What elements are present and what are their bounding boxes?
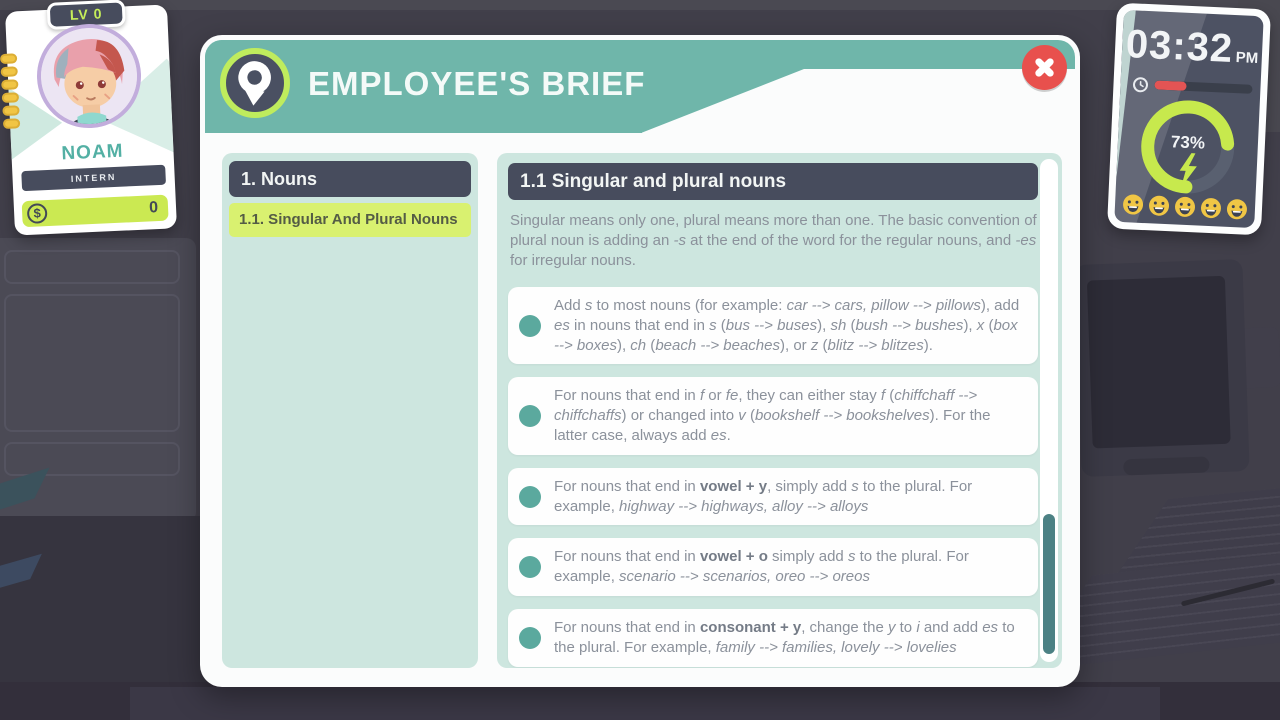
coin-stack-icon bbox=[0, 53, 20, 129]
rule-text: For nouns that end in consonant + y, change the y to i and add es to the plural. For example, family --> families, lovely --> lovelies bbox=[554, 618, 1015, 656]
rule-text: For nouns that end in vowel + o simply add s to the plural. For example, scenario --> scenarios, oreo --> oreos bbox=[554, 548, 969, 586]
background-wall-top bbox=[0, 0, 1280, 10]
bullet-dot-icon bbox=[519, 556, 541, 578]
smiley-face-icon bbox=[1225, 198, 1248, 221]
crt-base bbox=[1123, 456, 1210, 475]
player-name: NOAM bbox=[60, 140, 124, 165]
cabinet-drawer bbox=[4, 442, 180, 476]
bullet-dot-icon bbox=[519, 486, 541, 508]
currency-icon: $ bbox=[27, 203, 48, 224]
company-logo-icon bbox=[220, 48, 290, 118]
rule-card bbox=[508, 287, 1038, 364]
employees-brief-modal bbox=[200, 35, 1080, 687]
cabinet-door bbox=[4, 294, 180, 432]
player-role-badge: INTERN bbox=[21, 165, 166, 192]
clock-icon bbox=[1132, 76, 1149, 93]
rule-text: Add s to most nouns (for example: car --> cars, pillow --> pillows), add es in nouns that end in s (bus --> buses), sh (bush --> bushes), x (box --> boxes), ch (beach --> beaches), or z (blitz --> blitzes). bbox=[554, 297, 1020, 354]
clock-display bbox=[1121, 22, 1263, 73]
cabinet-drawer bbox=[4, 250, 180, 284]
sidebar-chapter-nouns[interactable]: 1. Nouns bbox=[229, 161, 471, 197]
bullet-dot-icon bbox=[519, 315, 541, 337]
status-screen bbox=[1114, 10, 1263, 228]
modal-title: EMPLOYEE'S BRIEF bbox=[308, 65, 646, 102]
day-progress-track bbox=[1154, 80, 1252, 93]
background-crt-monitor bbox=[1074, 259, 1249, 477]
rule-list bbox=[508, 287, 1038, 667]
day-progress-fill bbox=[1154, 80, 1187, 90]
energy-gauge bbox=[1133, 93, 1242, 202]
sidebar-item-singular-plural[interactable]: 1.1. Singular And Plural Nouns bbox=[229, 203, 471, 237]
rule-card bbox=[508, 609, 1038, 667]
content-scrollbar-thumb[interactable] bbox=[1043, 514, 1055, 654]
energy-percent: 73% bbox=[1170, 132, 1206, 153]
smiley-face-icon bbox=[1174, 195, 1197, 218]
brief-content-panel bbox=[497, 153, 1062, 668]
bullet-dot-icon bbox=[519, 627, 541, 649]
modal-header-diagonal bbox=[641, 69, 804, 133]
smiley-face-icon bbox=[1122, 193, 1145, 216]
background-desk-surface bbox=[130, 687, 1160, 720]
smiley-face-icon bbox=[1148, 194, 1171, 217]
content-scrollbar-track[interactable] bbox=[1040, 159, 1058, 662]
section-intro-text: Singular means only one, plural means more than one. The basic convention of plural noun is adding an -s at the end of the word for the regular nouns, and -es for irregular nouns. bbox=[510, 212, 1037, 269]
crt-screen bbox=[1087, 276, 1231, 449]
status-panel[interactable] bbox=[1107, 3, 1271, 236]
brief-sidebar bbox=[222, 153, 478, 668]
close-button[interactable] bbox=[1022, 45, 1067, 90]
rule-text: For nouns that end in vowel + y, simply add s to the plural. For example, highway --> highways, alloy --> alloys bbox=[554, 477, 973, 515]
level-badge: LV 0 bbox=[47, 0, 126, 30]
rule-card bbox=[508, 468, 1038, 526]
rule-text: For nouns that end in f or fe, they can either stay f (chiffchaff --> chiffchaffs) or changed into v (bookshelf --> bookshelves). For the latter case, always add es. bbox=[554, 387, 991, 444]
player-card[interactable] bbox=[5, 4, 177, 235]
smiley-face-icon bbox=[1199, 197, 1222, 220]
time-value: 03:32 bbox=[1124, 22, 1235, 71]
rule-card bbox=[508, 377, 1038, 454]
bullet-dot-icon bbox=[519, 405, 541, 427]
meridiem-label: PM bbox=[1235, 49, 1259, 68]
money-value: 0 bbox=[148, 199, 159, 217]
rule-card bbox=[508, 538, 1038, 596]
section-heading: 1.1 Singular and plural nouns bbox=[508, 163, 1038, 200]
money-bar bbox=[22, 195, 169, 228]
